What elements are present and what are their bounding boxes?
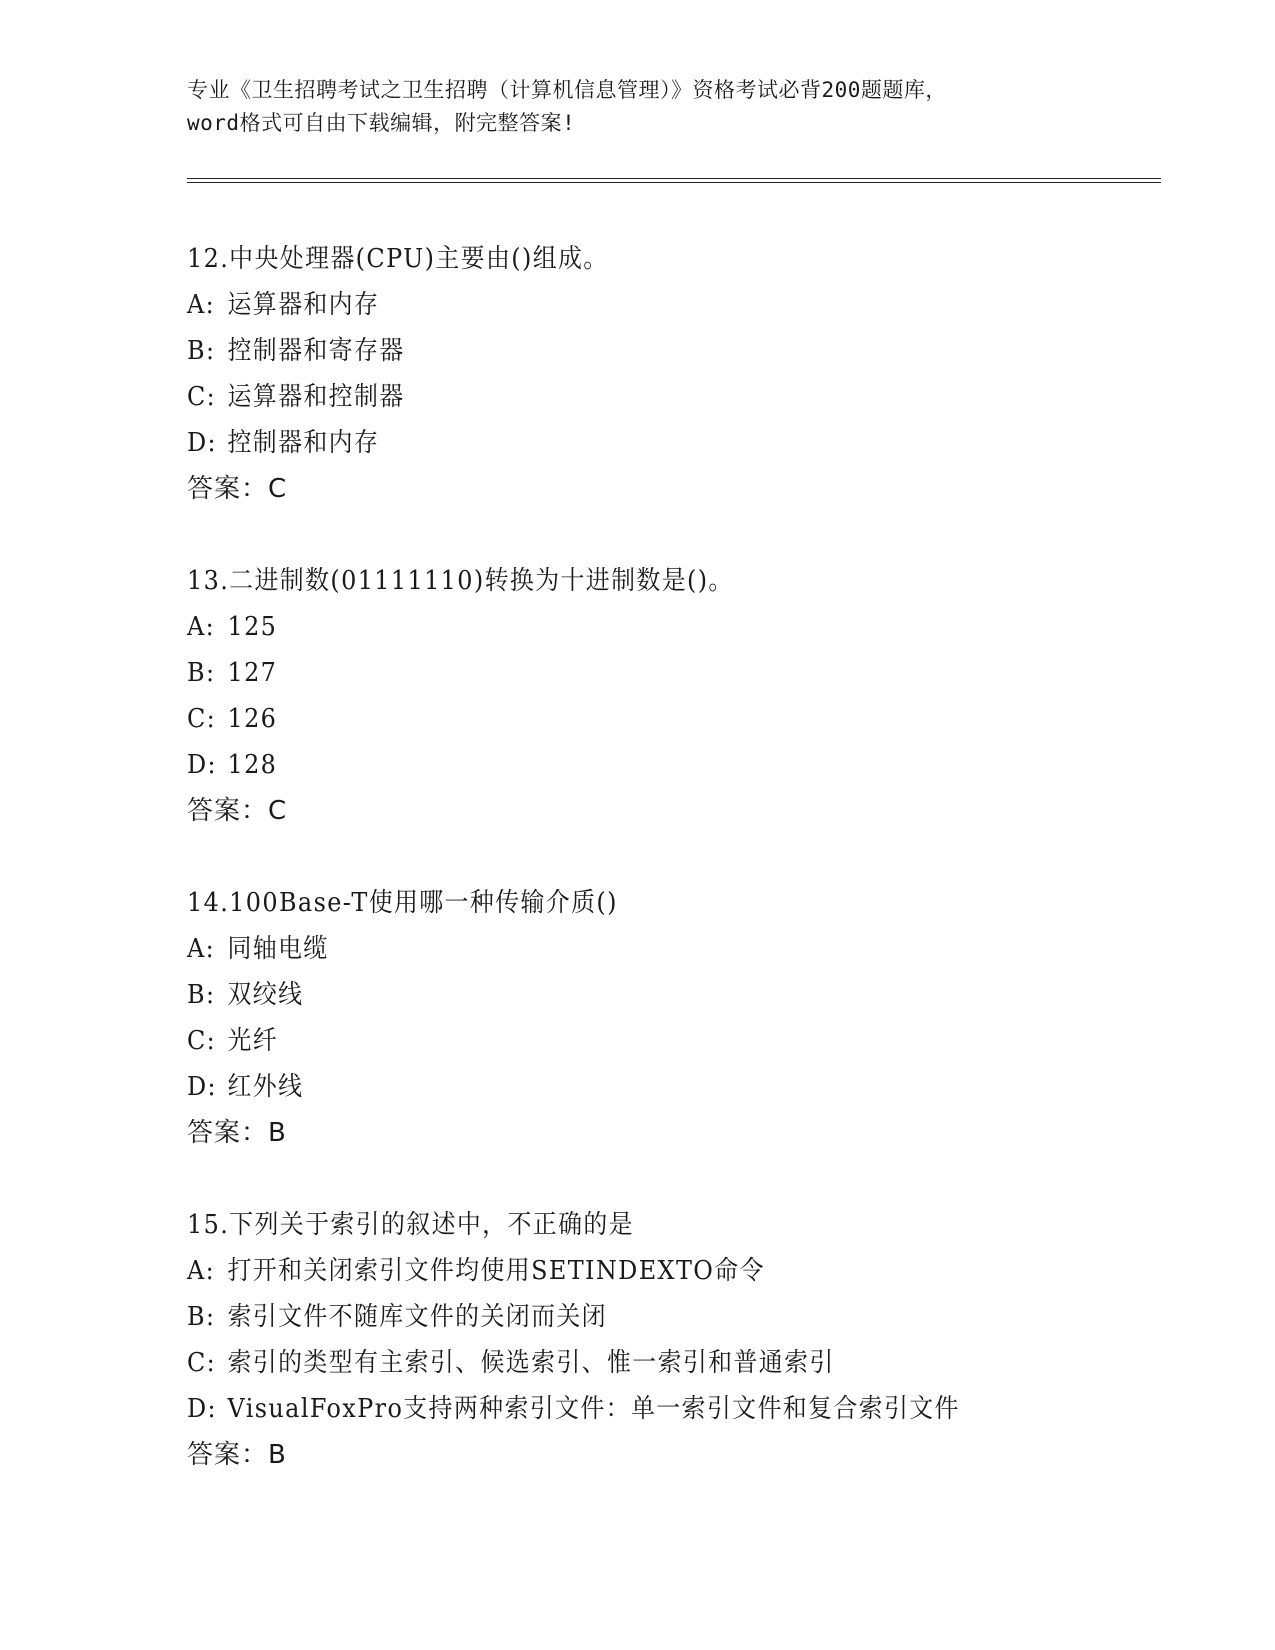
question-stem: 14.100Base-T使用哪一种传输介质() — [187, 888, 618, 918]
option-letter: A: — [187, 1256, 216, 1286]
option-text: 128 — [227, 750, 278, 780]
option-text: 125 — [227, 612, 278, 642]
question-item — [187, 1202, 1187, 1478]
option-b — [187, 650, 1107, 696]
option-text: 红外线 — [227, 1072, 304, 1102]
option-d — [187, 420, 1107, 466]
option-d — [187, 742, 1107, 788]
answer-line: 答案：C — [187, 474, 288, 504]
question-stem: 12.中央处理器(CPU)主要由()组成。 — [187, 244, 609, 274]
answer-line: 答案：B — [187, 1118, 287, 1148]
question-stem: 13.二进制数(01111110)转换为十进制数是()。 — [187, 566, 734, 596]
question-stem: 15.下列关于索引的叙述中，不正确的是 — [187, 1210, 634, 1240]
option-text: 127 — [227, 658, 278, 688]
option-text: 双绞线 — [227, 980, 304, 1010]
answer-line: 答案：C — [187, 796, 288, 826]
option-letter: B: — [187, 336, 216, 366]
question-item — [187, 236, 1187, 512]
question-item — [187, 880, 1187, 1156]
option-text: 控制器和内存 — [227, 428, 380, 458]
option-b — [187, 972, 1107, 1018]
option-c — [187, 374, 1107, 420]
option-letter: D: — [187, 1394, 218, 1424]
option-letter: C: — [187, 1348, 217, 1378]
option-letter: C: — [187, 382, 217, 412]
option-letter: D: — [187, 750, 218, 780]
header-divider-bottom — [187, 182, 1161, 183]
header-line-1: 专业《卫生招聘考试之卫生招聘（计算机信息管理）》资格考试必背200题题库， — [187, 78, 947, 102]
option-letter: D: — [187, 1072, 218, 1102]
header-line-2: word格式可自由下载编辑，附完整答案! — [187, 111, 576, 135]
option-text: 打开和关闭索引文件均使用SETINDEXTO命令 — [227, 1256, 765, 1286]
option-letter: B: — [187, 980, 216, 1010]
option-letter: B: — [187, 658, 216, 688]
option-c — [187, 1018, 1107, 1064]
option-d — [187, 1064, 1107, 1110]
option-text: 控制器和寄存器 — [227, 336, 405, 366]
question-item — [187, 558, 1187, 834]
option-text: 同轴电缆 — [227, 934, 329, 964]
option-c — [187, 696, 1107, 742]
option-letter: A: — [187, 934, 216, 964]
option-letter: C: — [187, 1026, 217, 1056]
option-letter: A: — [187, 290, 216, 320]
question-list — [187, 236, 1187, 1524]
option-a — [187, 604, 1107, 650]
option-text: 运算器和控制器 — [227, 382, 405, 412]
option-text: 运算器和内存 — [227, 290, 380, 320]
option-text: 126 — [227, 704, 278, 734]
option-b — [187, 328, 1107, 374]
option-text: 光纤 — [227, 1026, 279, 1056]
option-c — [187, 1340, 1107, 1386]
option-d — [187, 1386, 1107, 1432]
option-letter: B: — [187, 1302, 216, 1332]
option-text: VisualFoxPro支持两种索引文件：单一索引文件和复合索引文件 — [227, 1394, 960, 1424]
option-letter: C: — [187, 704, 217, 734]
document-header — [187, 74, 1087, 140]
answer-line: 答案：B — [187, 1440, 287, 1470]
option-text: 索引的类型有主索引、候选索引、惟一索引和普通索引 — [227, 1348, 835, 1378]
option-a — [187, 1248, 1107, 1294]
option-a — [187, 282, 1107, 328]
option-b — [187, 1294, 1107, 1340]
option-letter: A: — [187, 612, 216, 642]
option-a — [187, 926, 1107, 972]
option-text: 索引文件不随库文件的关闭而关闭 — [227, 1302, 607, 1332]
header-divider-top — [187, 178, 1161, 179]
option-letter: D: — [187, 428, 218, 458]
